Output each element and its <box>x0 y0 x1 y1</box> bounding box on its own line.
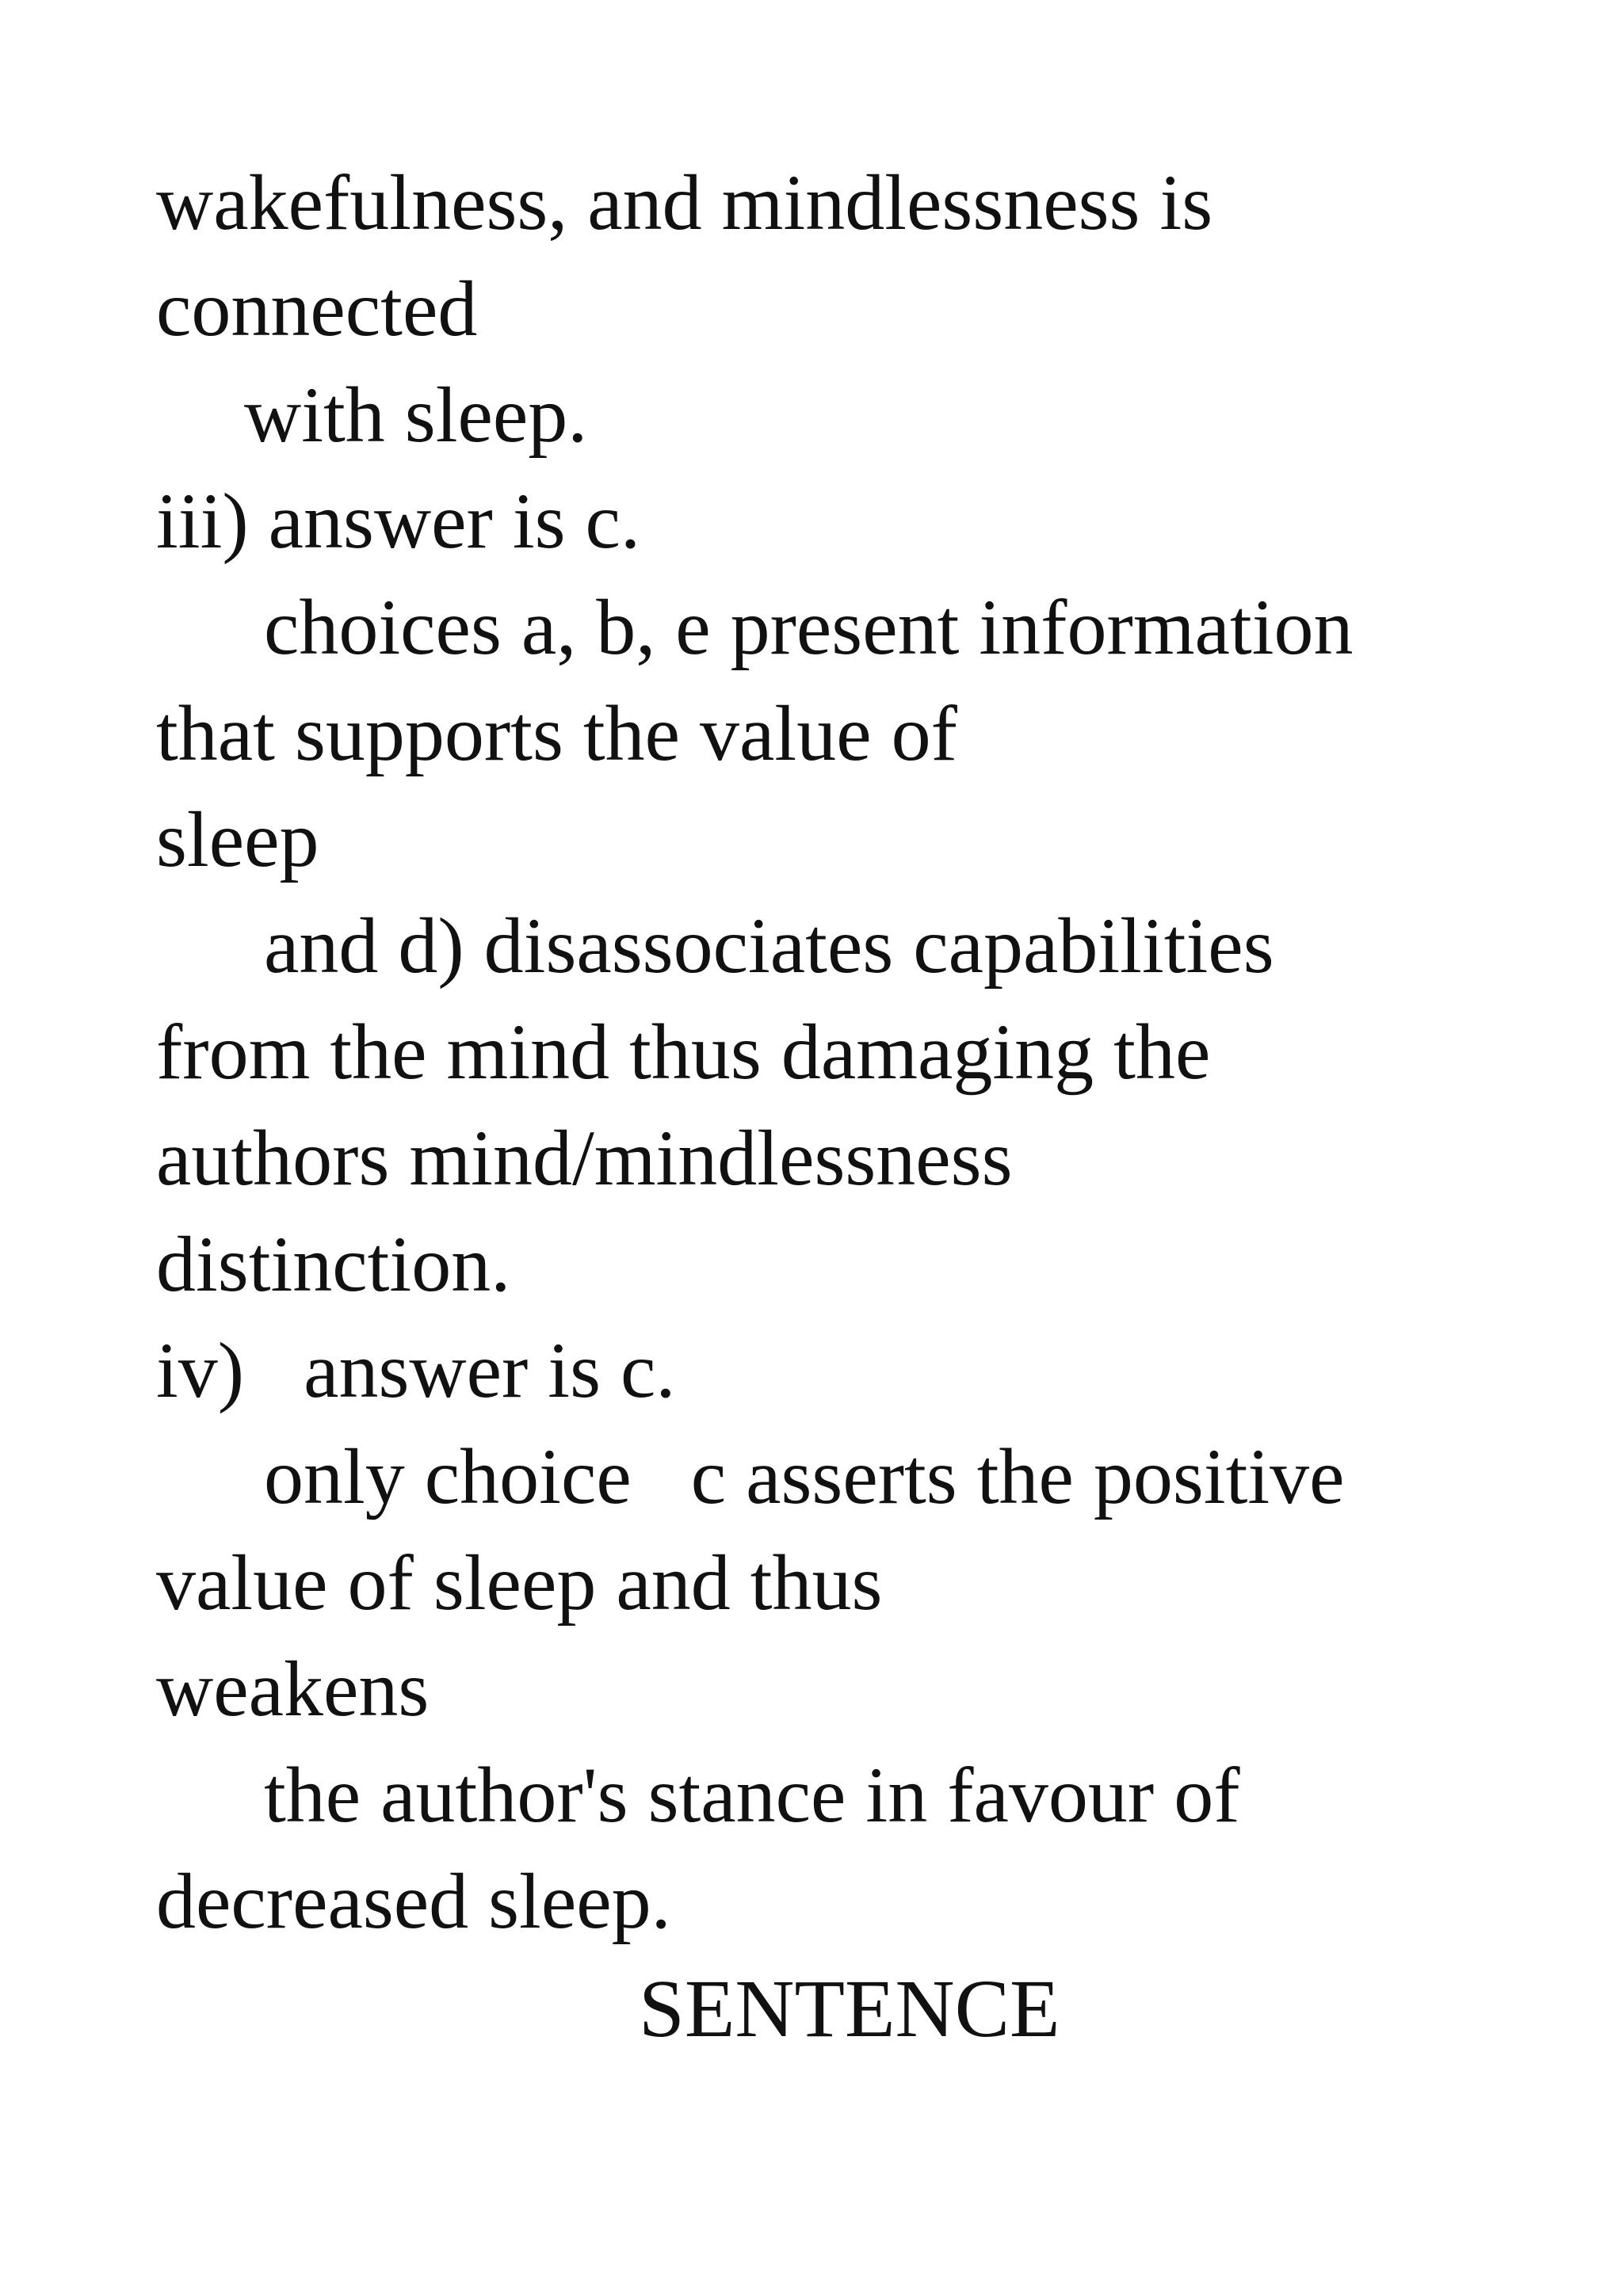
text-line: sleep <box>156 795 319 883</box>
text-line: iii) answer is c. <box>156 477 640 565</box>
text-line: connected <box>156 265 478 353</box>
text-line: distinction. <box>156 1220 511 1308</box>
text-line: that supports the value of <box>156 689 957 777</box>
text-line: weakens <box>156 1645 430 1733</box>
text-line: and d) disassociates capabilities <box>264 902 1274 990</box>
text-line: choices a, b, e present information <box>264 583 1354 671</box>
text-line: only choice c asserts the positive <box>264 1432 1345 1520</box>
text-line: decreased sleep. <box>156 1857 671 1945</box>
text-line: value of sleep and thus <box>156 1539 883 1627</box>
text-line: authors mind/mindlessness <box>156 1114 1013 1202</box>
text-line: wakefulness, and mindlessness is <box>156 158 1213 246</box>
text-line: iv) answer is c. <box>156 1326 676 1414</box>
text-line: the author's stance in favour of <box>264 1751 1240 1839</box>
text-line: with sleep. <box>244 371 588 459</box>
text-line: from the mind thus damaging the <box>156 1008 1211 1096</box>
section-heading: SENTENCE <box>639 1963 1060 2054</box>
